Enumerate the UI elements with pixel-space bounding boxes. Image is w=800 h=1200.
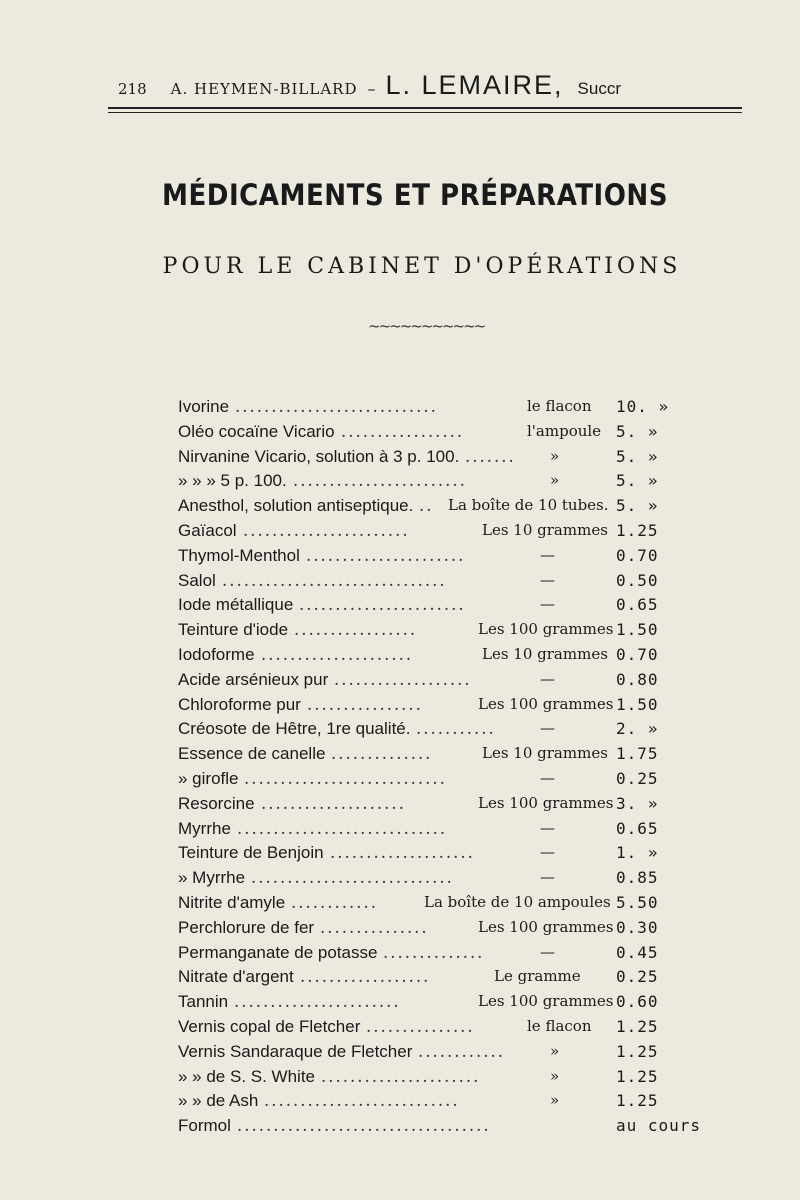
item-name: Gaïacol (178, 520, 237, 540)
leader-dots: .. (419, 496, 434, 516)
item-unit: Les 100 grammes (478, 620, 614, 639)
header-rule-thick (108, 107, 742, 109)
page-subtitle: POUR LE CABINET D'OPÉRATIONS (162, 254, 682, 279)
leader-dots: ............ (418, 1041, 505, 1061)
leader-dots: ................ (307, 694, 423, 714)
item-name: Perchlorure de fer (178, 917, 315, 937)
item-price: au cours (616, 1116, 702, 1136)
list-item (178, 546, 698, 571)
item-price: 0.65 (616, 595, 659, 615)
item-unit: — (540, 768, 555, 787)
leader-dots: ............................ (235, 397, 438, 416)
item-price: 1.25 (616, 1016, 659, 1036)
item-name: Anesthol, solution antiseptique. (178, 496, 414, 516)
item-unit: La boîte de 10 ampoules (424, 892, 611, 911)
leader-dots: ....................... (243, 520, 410, 540)
item-price: 1.75 (616, 744, 659, 764)
list-item (178, 1091, 698, 1116)
item-name: Oléo cocaïne Vicario (178, 421, 335, 441)
list-item (178, 595, 698, 620)
ornament-divider: ~~~~~~~~~~~ (368, 317, 485, 335)
item-unit: La boîte de 10 tubes. (448, 496, 609, 515)
item-name: Chloroforme pur (178, 694, 301, 714)
item-price: 0.30 (616, 917, 659, 937)
leader-dots: ................................... (237, 1116, 491, 1136)
item-name: Acide arsénieux pur (178, 669, 329, 689)
leader-dots: ............................ (251, 868, 454, 888)
item-price: 0.45 (616, 942, 659, 962)
item-name: Essence de canelle (178, 744, 326, 764)
item-name: Permanganate de potasse (178, 942, 378, 962)
item-unit: Le gramme (494, 967, 581, 986)
list-item (178, 397, 698, 422)
item-price: 0.80 (616, 669, 659, 689)
item-unit: — (540, 669, 555, 688)
item-name: Salol (178, 570, 216, 590)
list-item (178, 967, 698, 992)
item-unit: — (540, 868, 555, 887)
publisher-name: A. HEYMEN-BILLARD (170, 80, 358, 98)
item-unit: Les 100 grammes (478, 793, 614, 812)
item-name: Créosote de Hêtre, 1re qualité. (178, 719, 411, 739)
leader-dots: ........................... (264, 1091, 460, 1111)
item-name: Tannin (178, 992, 229, 1012)
item-unit: » (550, 1066, 560, 1085)
item-name: Vernis copal de Fletcher (178, 1016, 361, 1036)
leader-dots: .................... (261, 793, 406, 813)
leader-dots: .................. (300, 967, 431, 987)
list-item (178, 670, 698, 695)
list-item (178, 744, 698, 769)
item-unit: » (550, 1041, 560, 1060)
price-list (178, 397, 702, 1141)
leader-dots: .............. (383, 942, 485, 962)
item-unit: » (550, 1091, 560, 1110)
page-number: 218 (118, 80, 147, 98)
leader-dots: ....................... (234, 992, 401, 1012)
item-unit: Les 10 grammes (482, 520, 608, 539)
item-name: Thymol-Menthol (178, 545, 300, 565)
item-unit: — (540, 719, 555, 738)
item-unit: l'ampoule (527, 421, 602, 440)
leader-dots: ................. (294, 620, 418, 640)
item-price: 1. » (616, 843, 659, 863)
item-name: Iodoforme (178, 644, 255, 664)
list-item (178, 695, 698, 720)
leader-dots: ...................... (306, 545, 466, 565)
item-name: Ivorine (178, 397, 230, 416)
leader-dots: ....... (465, 446, 516, 466)
list-item (178, 422, 698, 447)
list-item (178, 843, 698, 868)
list-item (178, 471, 698, 496)
item-price: 0.25 (616, 768, 659, 788)
item-price: 1.25 (616, 520, 659, 540)
page-header (118, 70, 738, 106)
leader-dots: ...................... (321, 1066, 481, 1086)
list-item (178, 496, 698, 521)
list-item (178, 571, 698, 596)
item-name: Vernis Sandaraque de Fletcher (178, 1041, 413, 1061)
leader-dots: .............. (331, 744, 433, 764)
leader-dots: ............... (366, 1016, 475, 1036)
item-price: 0.25 (616, 967, 659, 987)
list-item (178, 992, 698, 1017)
item-price: 1.50 (616, 620, 659, 640)
item-unit: Les 100 grammes (478, 992, 614, 1011)
leader-dots: ....................... (299, 595, 466, 615)
item-name: Nirvanine Vicario, solution à 3 p. 100. (178, 446, 460, 466)
list-item (178, 794, 698, 819)
leader-dots: ............................. (237, 818, 448, 838)
item-price: 1.25 (616, 1041, 659, 1061)
item-unit: » (550, 471, 560, 490)
list-item (178, 447, 698, 472)
item-price: 0.85 (616, 868, 659, 888)
item-price: 1.25 (616, 1066, 659, 1086)
item-price: 0.70 (616, 545, 659, 565)
item-name: Myrrhe (178, 818, 231, 838)
item-price: 5. » (616, 421, 659, 441)
item-unit: — (540, 843, 555, 862)
leader-dots: ............................ (244, 768, 447, 788)
item-name: » girofle (178, 768, 239, 788)
item-name: Teinture d'iode (178, 620, 289, 640)
item-name: » » de Ash (178, 1091, 259, 1111)
list-item (178, 645, 698, 670)
item-price: 5. » (616, 471, 659, 491)
item-price: 0.50 (616, 570, 659, 590)
list-item (178, 719, 698, 744)
list-item (178, 1067, 698, 1092)
header-rule-thin (108, 112, 742, 113)
item-price: 5. » (616, 446, 659, 466)
item-price: 3. » (616, 793, 659, 813)
item-name: Teinture de Benjoin (178, 843, 324, 863)
leader-dots: ..................... (261, 644, 414, 664)
header-dash: – (367, 79, 376, 98)
leader-dots: ............... (320, 917, 429, 937)
item-unit: le flacon (527, 397, 592, 415)
item-name: Nitrate d'argent (178, 967, 294, 987)
successor-label: Succr (577, 79, 621, 98)
list-item (178, 918, 698, 943)
item-unit: » (550, 446, 560, 465)
leader-dots: ................... (334, 669, 472, 689)
item-unit: — (540, 570, 555, 589)
list-item (178, 1042, 698, 1067)
leader-dots: ............ (291, 892, 378, 912)
item-name: » » » 5 p. 100. (178, 471, 287, 491)
list-item (178, 769, 698, 794)
leader-dots: ........... (416, 719, 496, 739)
item-price: 2. » (616, 719, 659, 739)
item-price: 1.25 (616, 1091, 659, 1111)
page-title: MÉDICAMENTS ET PRÉPARATIONS (161, 178, 669, 212)
item-unit: — (540, 595, 555, 614)
list-item (178, 893, 698, 918)
item-unit: Les 100 grammes (478, 694, 614, 713)
list-item (178, 943, 698, 968)
list-item (178, 620, 698, 645)
item-name: » » de S. S. White (178, 1066, 316, 1086)
list-item (178, 521, 698, 546)
item-price: 0.70 (616, 644, 659, 664)
list-item (178, 819, 698, 844)
leader-dots: .................... (330, 843, 475, 863)
item-name: Iode métallique (178, 595, 294, 615)
item-unit: — (540, 942, 555, 961)
item-price: 5. » (616, 496, 659, 516)
item-price: 10. » (616, 397, 670, 416)
list-item (178, 868, 698, 893)
item-unit: Les 10 grammes (482, 644, 608, 663)
item-name: Resorcine (178, 793, 255, 813)
item-unit: Les 100 grammes (478, 917, 614, 936)
item-unit: le flacon (527, 1016, 592, 1035)
item-name: Formol (178, 1116, 231, 1136)
item-price: 1.50 (616, 694, 659, 714)
item-price: 5.50 (616, 892, 659, 912)
item-name: » Myrrhe (178, 868, 246, 888)
successor-name: L. LEMAIRE, (385, 70, 564, 100)
item-price: 0.65 (616, 818, 659, 838)
item-unit: — (540, 545, 555, 564)
item-name: Nitrite d'amyle (178, 892, 286, 912)
leader-dots: ............................... (222, 570, 447, 590)
list-item (178, 1116, 702, 1141)
item-unit: — (540, 818, 555, 837)
leader-dots: ................. (341, 421, 465, 441)
list-item (178, 1017, 698, 1042)
item-unit: Les 10 grammes (482, 744, 608, 763)
leader-dots: ........................ (293, 471, 467, 491)
item-price: 0.60 (616, 992, 659, 1012)
